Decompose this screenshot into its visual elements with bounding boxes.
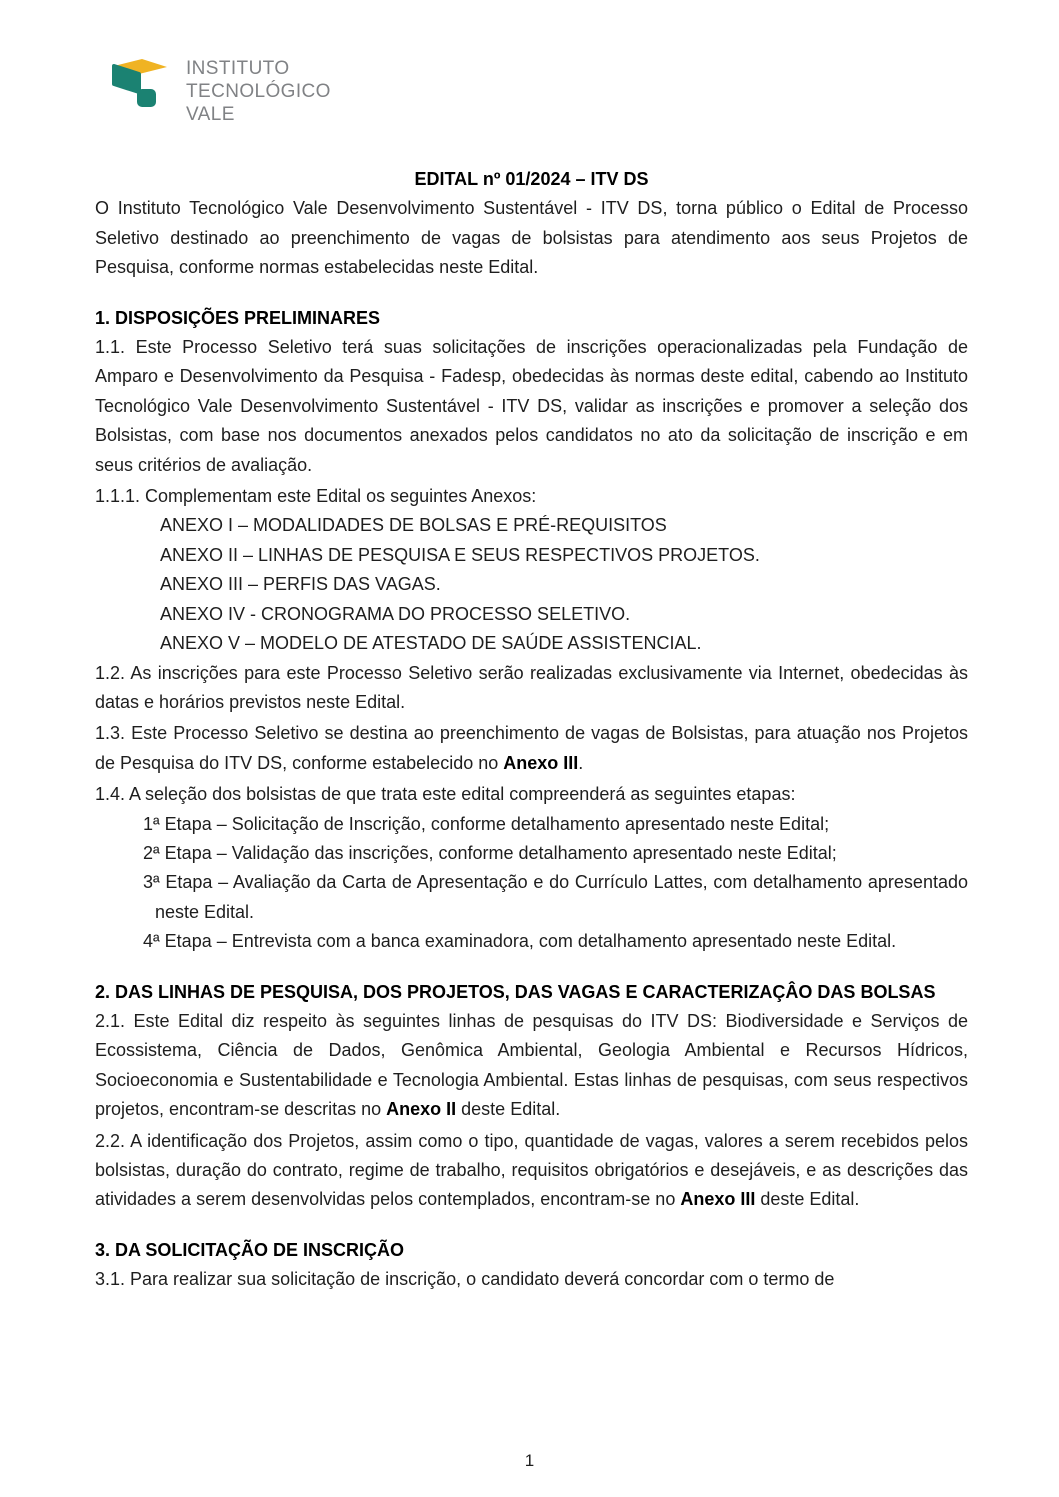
paragraph-2-1-end: deste Edital. [456,1099,561,1120]
section-1-heading: 1. DISPOSIÇÕES PRELIMINARES [95,307,381,328]
annex-item-4: ANEXO IV - CRONOGRAMA DO PROCESSO SELETIVO. [160,603,631,624]
annex-item-3: ANEXO III – PERFIS DAS VAGAS. [160,574,441,595]
paragraph-2-2-end: deste Edital. [755,1189,860,1210]
paragraph-2-2-anexo-ref: Anexo III [680,1189,756,1210]
document-body [95,165,968,1295]
paragraph-1-1: 1.1. Este Processo Seletivo terá suas solicitações de inscrições operacionalizadas pela Fundação de Amparo e Desenvolvimento da Pesquisa - Fadesp, obedecidas às normas deste edital, cabendo ao Instituto Tecnológico Vale Desenvolvimento Sustentável - ITV DS, validar as inscrições e promover a seleção dos Bolsistas, com base nos documentos anexados pelos candidatos no ato da solicitação de inscrição e em seus critérios de avaliação. [95,337,968,475]
etapa-list [95,810,968,957]
paragraph-2-2 [95,1127,968,1215]
paragraph-1-3-end: . [578,752,584,773]
intro-paragraph: O Instituto Tecnológico Vale Desenvolvimento Sustentável - ITV DS, torna público o Edital de Processo Seletivo destinado ao preenchimento de vagas de bolsistas para atendimento aos seus Projetos de Pesquisa, conforme normas estabelecidas neste Edital. [95,198,968,278]
itv-logo-wordmark [186,55,331,126]
paragraph-1-3 [95,719,968,778]
etapa-item-3: 3ª Etapa – Avaliação da Carta de Apresentação e do Currículo Lattes, com detalhamento apresentado neste Edital. [143,872,968,922]
itv-logo-icon [110,55,170,113]
document-title: EDITAL nº 01/2024 – ITV DS [414,169,649,189]
paragraph-1-3-anexo-ref: Anexo III [503,752,579,773]
etapa-item-1: 1ª Etapa – Solicitação de Inscrição, conforme detalhamento apresentado neste Edital; [143,813,830,834]
annex-item-1: ANEXO I – MODALIDADES DE BOLSAS E PRÉ-REQUISITOS [160,515,667,536]
paragraph-2-1-anexo-ref: Anexo II [386,1099,457,1120]
annex-item-5: ANEXO V – MODELO DE ATESTADO DE SAÚDE ASSISTENCIAL. [160,633,702,654]
paragraph-1-2: 1.2. As inscrições para este Processo Seletivo serão realizadas exclusivamente via Internet, obedecidas às datas e horários previstos neste Edital. [95,662,968,712]
paragraph-3-1: 3.1. Para realizar sua solicitação de inscrição, o candidato deverá concordar com o termo de [95,1269,835,1290]
paragraph-2-2-text: 2.2. A identificação dos Projetos, assim como o tipo, quantidade de vagas, valores a serem recebidos pelos bolsistas, duração do contrato, regime de trabalho, requisitos obrigatórios e desejáveis, e as descrições das atividades a serem desenvolvidas pelos contemplados, encontram-se no [95,1130,968,1210]
paragraph-1-4: 1.4. A seleção dos bolsistas de que trata este edital compreenderá as seguintes etapas: [95,784,796,805]
document-header [0,0,1059,133]
section-3-heading: 3. DA SOLICITAÇÃO DE INSCRIÇÃO [95,1239,405,1260]
etapa-item-2: 2ª Etapa – Validação das inscrições, conforme detalhamento apresentado neste Edital; [143,842,837,863]
etapa-item-4: 4ª Etapa – Entrevista com a banca examinadora, com detalhamento apresentado neste Edital. [143,931,897,952]
paragraph-1-1-1: 1.1.1. Complementam este Edital os seguintes Anexos: [95,486,537,507]
page-number: 1 [524,1451,535,1470]
logo-line-1: INSTITUTO [186,58,290,79]
annex-list [95,511,968,658]
paragraph-1-3-text: 1.3. Este Processo Seletivo se destina ao preenchimento de vagas de Bolsistas, para atuação nos Projetos de Pesquisa do ITV DS, conforme estabelecido no [95,723,968,773]
section-2-heading: 2. DAS LINHAS DE PESQUISA, DOS PROJETOS, DAS VAGAS E CARACTERIZAÇÂO DAS BOLSAS [95,981,936,1002]
logo-line-3: VALE [186,104,235,125]
paragraph-2-1 [95,1007,968,1125]
paragraph-2-1-text: 2.1. Este Edital diz respeito às seguintes linhas de pesquisas do ITV DS: Biodiversidade e Serviços de Ecossistema, Ciência de Dados, Genômica Ambiental, Geologia Ambiental e Recursos Hídricos, Socioeconomia e Sustentabilidade e Tecnologia Ambiental. Estas linhas de pesquisas, com seus respectivos projetos, encontram-se descritas no [95,1010,968,1120]
itv-logo [110,55,1059,126]
annex-item-2: ANEXO II – LINHAS DE PESQUISA E SEUS RESPECTIVOS PROJETOS. [160,544,760,565]
logo-line-2: TECNOLÓGICO [186,81,331,102]
